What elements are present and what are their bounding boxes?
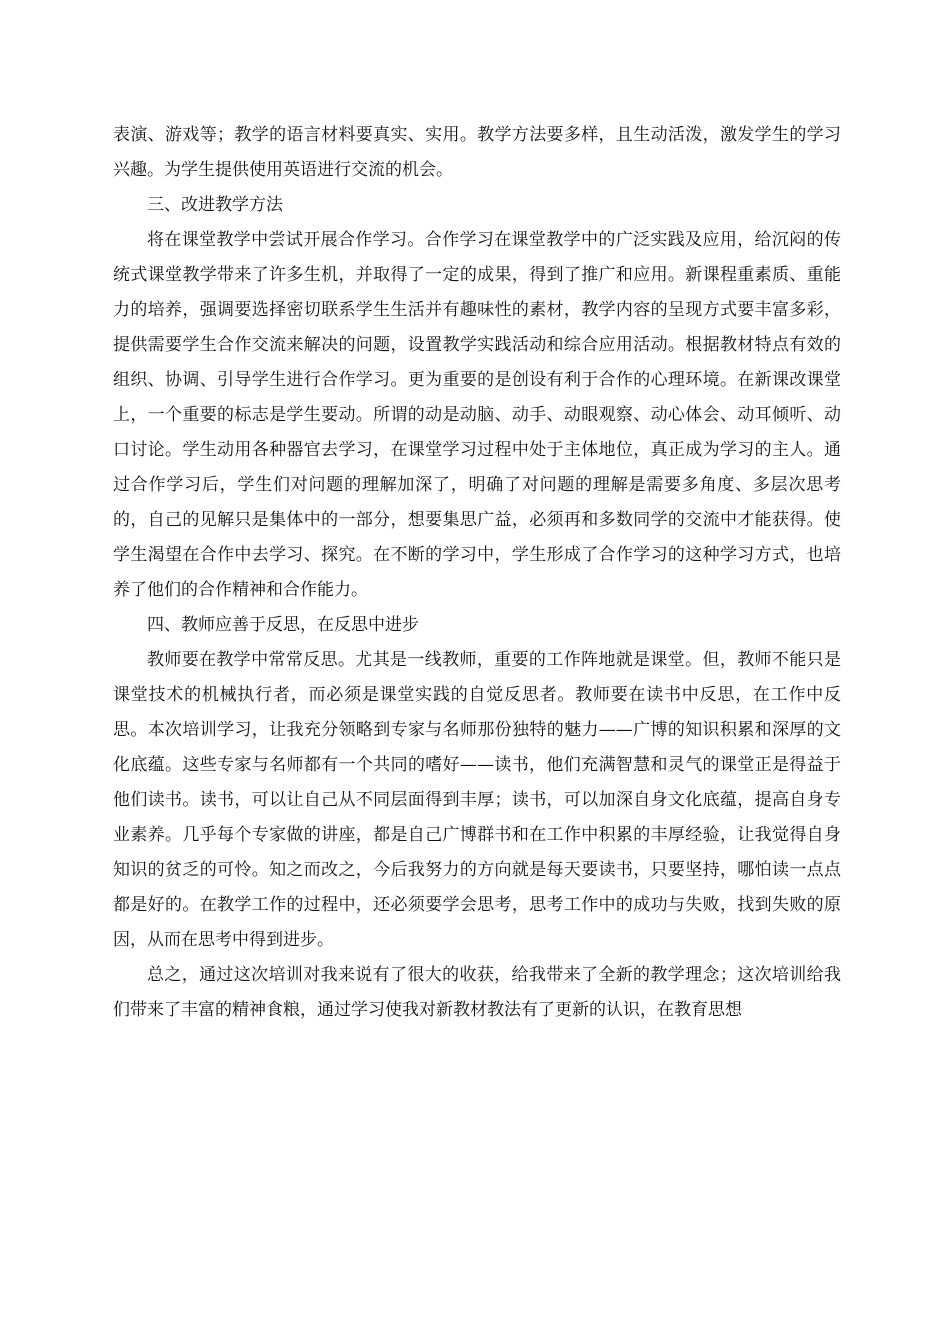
section-heading-4: 四、教师应善于反思，在反思中进步 [147,615,419,635]
paragraph-reflection: 教师要在教学中常常反思。尤其是一线教师，重要的工作阵地就是课堂。但，教师不能只是课堂技术的机械执行者，而必须是课堂实践的自觉反思者。教师要在读书中反思，在工作中反思。本次培训学习，让我充分领略到专家与名师那份独特的魅力——广博的知识积累和深厚的文化底蕴。这些专家与名师都有一个共同的嗜好——读书，他们充满智慧和灵气的课堂正是得益于他们读书。读书，可以让自己从不同层面得到丰厚；读书，可以加深自身文化底蕴，提高自身专业素养。几乎每个专家做的讲座，都是自己广博群书和在工作中积累的丰厚经验，让我觉得自身知识的贫乏的可怜。知之而改之，今后我努力的方向就是每天要读书，只要坚持，哪怕读一点点都是好的。在教学工作的过程中，还必须要学会思考，思考工作中的成功与失败，找到失败的原因，从而在思考中得到进步。 [113,650,841,950]
paragraph-conclusion: 总之，通过这次培训对我来说有了很大的收获，给我带来了全新的教学理念；这次培训给我们带来了丰富的精神食粮，通过学习使我对新教材教法有了更新的认识，在教育思想 [113,965,841,1020]
section-heading-3: 三、改进教学方法 [147,195,283,215]
document-body [113,118,841,1028]
paragraph-cooperative-learning: 将在课堂教学中尝试开展合作学习。合作学习在课堂教学中的广泛实践及应用，给沉闷的传统式课堂教学带来了许多生机，并取得了一定的成果，得到了推广和应用。新课程重素质、重能力的培养，强调要选择密切联系学生生活并有趣味性的素材，教学内容的呈现方式要丰富多彩，提供需要学生合作交流来解决的问题，设置教学实践活动和综合应用活动。根据教材特点有效的组织、协调、引导学生进行合作学习。更为重要的是创设有利于合作的心理环境。在新课改课堂上，一个重要的标志是学生要动。所谓的动是动脑、动手、动眼观察、动心体会、动耳倾听、动口讨论。学生动用各种器官去学习，在课堂学习过程中处于主体地位，真正成为学习的主人。通过合作学习后，学生们对问题的理解加深了，明确了对问题的理解是需要多角度、多层次思考的，自己的见解只是集体中的一部分，想要集思广益，必须再和多数同学的交流中才能获得。使学生渴望在合作中去学习、探究。在不断的学习中，学生形成了合作学习的这种学习方式，也培养了他们的合作精神和合作能力。 [113,230,841,600]
paragraph-continued: 表演、游戏等；教学的语言材料要真实、实用。教学方法要多样，且生动活泼，激发学生的学习兴趣。为学生提供使用英语进行交流的机会。 [113,125,841,180]
